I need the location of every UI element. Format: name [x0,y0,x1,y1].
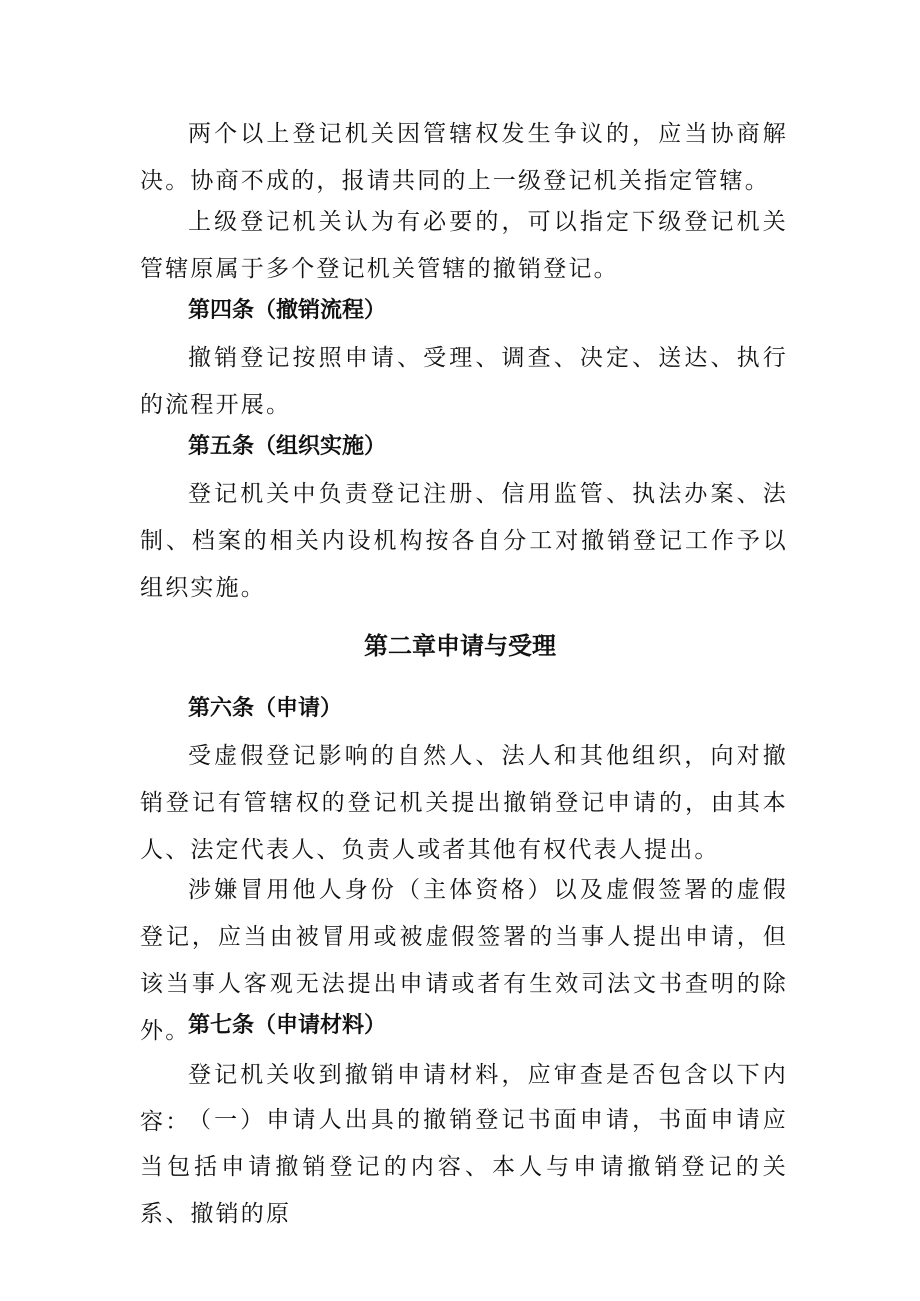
article-5-heading: 第五条（组织实施） [188,434,387,459]
article-4-heading: 第四条（撤销流程） [188,298,387,323]
paragraph-item-1: （一）申请人出具的撤销登记书面申请，书面申请应当包括申请撤销登记的内容、本人与申请撤销登记的关系、撤销的原 [140,1107,788,1227]
paragraph-application: 受虚假登记影响的自然人、法人和其他组织，向对撤销登记有管辖权的登记机关提出撤销登记申请的，由其本人、法定代表人、负责人或者其他有权代表人提出。 [140,743,788,863]
paragraph-jurisdiction-dispute: 两个以上登记机关因管辖权发生争议的，应当协商解决。协商不成的，报请共同的上一级登记机关指定管辖。 [140,121,788,194]
article-7-heading: 第七条（申请材料） [188,1013,387,1038]
paragraph-designated-jurisdiction: 上级登记机关认为有必要的，可以指定下级登记机关管辖原属于多个登记机关管辖的撤销登记。 [140,209,788,282]
paragraph-materials-review: 登记机关收到撤销申请材料，应审查是否包含以下内容： [140,1062,788,1135]
paragraph-impersonation: 涉嫌冒用他人身份（主体资格）以及虚假签署的虚假登记，应当由被冒用或被虚假签署的当事人提出申请，但该当事人客观无法提出申请或者有生效司法文书查明的除外。 [140,877,788,1044]
paragraph-organization: 登记机关中负责登记注册、信用监管、执法办案、法制、档案的相关内设机构按各自分工对撤销登记工作予以组织实施。 [140,481,788,601]
paragraph-revocation-process: 撤销登记按照申请、受理、调查、决定、送达、执行的流程开展。 [140,345,788,418]
article-6-heading: 第六条（申请） [188,696,343,721]
chapter-2-title: 第二章申请与受理 [364,632,556,660]
